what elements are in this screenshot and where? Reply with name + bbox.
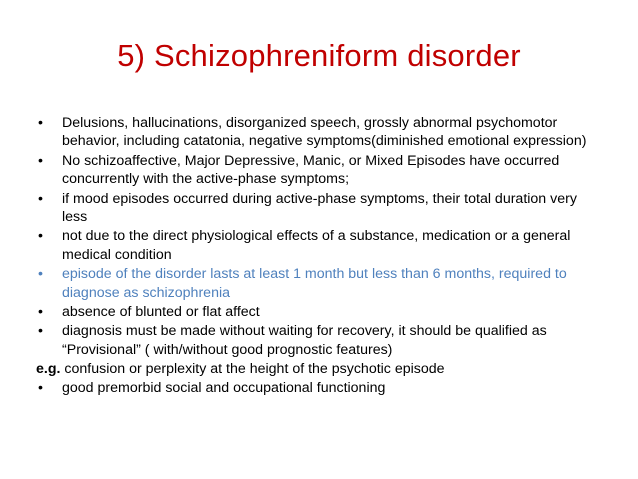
list-item [36,303,606,321]
list-item-text: good premorbid social and occupational functioning [62,379,386,396]
example-text: confusion or perplexity at the height of the psychotic episode [60,361,445,378]
list-item [36,152,606,189]
bullet-icon: • [38,323,43,340]
list-item-text: not due to the direct physiological effects of a substance, medication or a general medical condition [62,228,571,263]
example-line [36,360,606,378]
bullet-icon: • [38,152,43,169]
bullet-icon: • [38,379,43,396]
list-item-text: No schizoaffective, Major Depressive, Manic, or Mixed Episodes have occurred concurrently with the active-phase symptoms; [62,152,560,188]
list-item-text: diagnosis must be made without waiting for recovery, it should be qualified as “Provisional” ( with/without good prognostic features) [62,323,547,358]
bullet-icon: • [38,190,43,207]
list-item [36,227,606,264]
bullet-icon: • [38,266,43,283]
list-item [36,379,606,397]
list-item-text: Delusions, hallucinations, disorganized speech, grossly abnormal psychomotor behavior, including catatonia, negative symptoms(diminished emotional expression) [62,115,587,150]
list-item [36,114,606,151]
bullet-icon: • [38,228,43,245]
list-item-text: episode of the disorder lasts at least 1 month but less than 6 months, required to diagnose as schizophrenia [62,266,567,301]
list-item-highlighted [36,265,606,302]
slide-title: 5) Schizophreniform disorder [117,38,521,73]
bullet-icon: • [38,304,43,321]
list-item [36,190,606,227]
bullet-icon: • [38,115,43,131]
list-item-text: if mood episodes occurred during active-phase symptoms, their total duration very less [62,190,577,226]
bullet-list [36,114,606,398]
example-label: e.g. [36,361,61,378]
list-item [36,322,606,359]
list-item-text: absence of blunted or flat affect [62,304,260,321]
